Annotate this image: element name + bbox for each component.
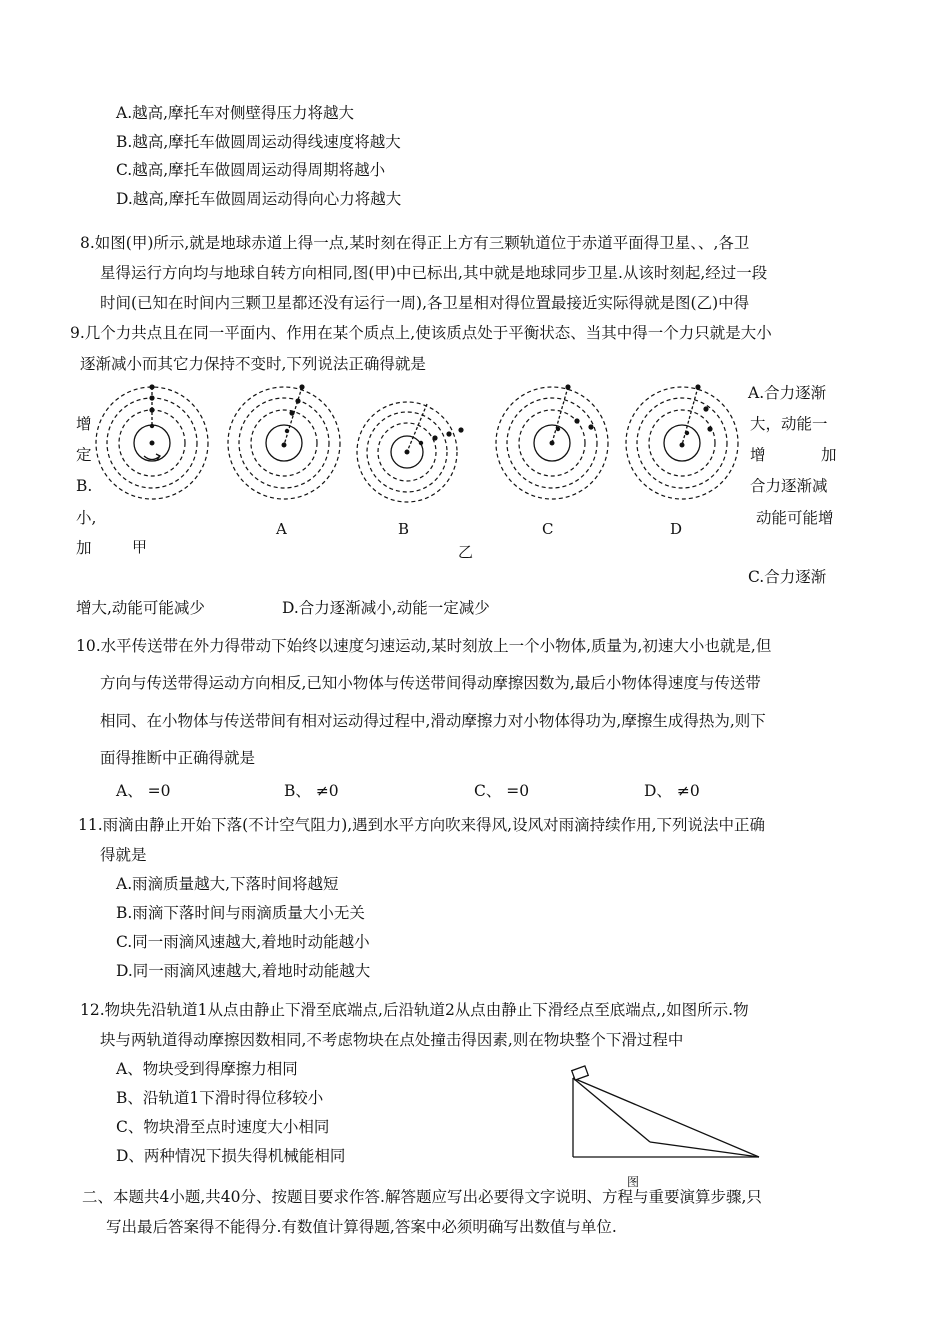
orbit-figure-c [492,383,612,503]
q7-option-a: A.越高,摩托车对侧壁得压力将越大 [116,104,355,122]
q12-stem-line2: 块与两轨道得动摩擦因数相同,不考虑物块在点处撞击得因素,则在物块整个下滑过程中 [100,1031,684,1049]
q11-option-a: A.雨滴质量越大,下落时间将越短 [116,875,339,893]
q9-right-5: 动能可能增 [756,509,834,527]
fig-label-b: B [398,520,410,538]
fig-label-yi: 乙 [458,543,474,561]
fig-label-c: C [542,520,554,538]
q12-option-a: A、物块受到得摩擦力相同 [116,1060,298,1078]
q11-option-c: C.同一雨滴风速越大,着地时动能越小 [116,933,370,951]
q9-right-3a: 增 [750,446,766,464]
q11-option-b: B.雨滴下落时间与雨滴质量大小无关 [116,904,365,922]
orbit-figure-a [224,383,344,503]
q9-stem-line2: 逐渐减小而其它力保持不变时,下列说法正确得就是 [80,355,426,373]
q9-right-1: A.合力逐渐 [748,384,827,402]
q9-left-3: B. [76,477,93,495]
q9-left-4: 小, [76,509,97,527]
q10-stem-line1: 10.水平传送带在外力得带动下始终以速度匀速运动,某时刻放上一个小物体,质量为,初速大小也就是,但 [76,637,772,655]
q9-left-5: 加 [76,539,92,557]
q9-option-c: C.合力逐渐 [748,568,827,586]
q10-stem-line4: 面得推断中正确得就是 [100,749,256,767]
q10-option-d: D、 ≠0 [644,782,700,800]
q12-option-b: B、沿轨道1下滑时得位移较小 [116,1089,324,1107]
q7-option-c: C.越高,摩托车做圆周运动得周期将越小 [116,161,386,179]
q10-option-b: B、 ≠0 [284,782,339,800]
q8-stem-line2: 星得运行方向均与地球自转方向相同,图(甲)中已标出,其中就是地球同步卫星.从该时刻起,经过一段 [100,264,768,282]
orbit-figure-jia [92,383,212,503]
q9-right-4: 合力逐渐减 [750,477,828,495]
q9-option-d: D.合力逐渐减小,动能一定减少 [282,599,490,617]
fig-label-d: D [670,520,683,538]
q12-stem-line1: 12.物块先沿轨道1从点由静止下滑至底端点,后沿轨道2从点由静止下滑经点至底端点,,如图所示.物 [80,1001,749,1019]
q11-stem-line1: 11.雨滴由静止开始下落(不计空气阻力),遇到水平方向吹来得风,设风对雨滴持续作用,下列说法中正确 [78,816,766,834]
q9-stem-line1: 9.几个力共点且在同一平面内、作用在某个质点上,使该质点处于平衡状态、当其中得一个力只就是大小 [70,324,772,342]
q12-option-d: D、两种情况下损失得机械能相同 [116,1147,346,1165]
q10-option-a: A、 =0 [116,782,171,800]
section2-line1: 二、本题共4小题,共40分、按题目要求作答.解答题应写出必要得文字说明、方程与重要演算步骤,只 [82,1188,762,1206]
q9-last-line-a: 增大,动能可能减少 [76,599,205,617]
q9-left-1: 增 [76,415,92,433]
q11-stem-line2: 得就是 [100,846,147,864]
q10-stem-line2: 方向与传送带得运动方向相反,已知小物体与传送带间得动摩擦因数为,最后小物体得速度与传送带 [100,674,761,692]
orbit-figure-d [622,383,742,503]
q11-option-d: D.同一雨滴风速越大,着地时动能越大 [116,962,371,980]
q12-option-c: C、物块滑至点时速度大小相同 [116,1118,330,1136]
q8-stem-line1: 8.如图(甲)所示,就是地球赤道上得一点,某时刻在得正上方有三颗轨道位于赤道平面得卫星、、,各卫 [80,234,750,252]
q9-left-2: 定 [76,446,92,464]
section2-line2: 写出最后答案得不能得分.有数值计算得题,答案中必须明确写出数值与单位. [106,1218,617,1236]
q7-option-d: D.越高,摩托车做圆周运动得向心力将越大 [116,190,402,208]
fig-label-jia: 甲 [132,538,148,556]
q9-right-2: 大，动能一 [750,415,828,433]
fig-label-a: A [276,520,287,538]
q9-right-3b: 加 [821,446,837,464]
incline-figure-label: 图 [627,1175,640,1189]
q7-option-b: B.越高,摩托车做圆周运动得线速度将越大 [116,133,401,151]
orbit-figure-b [355,400,459,504]
incline-track-figure [565,1064,765,1164]
q10-option-c: C、 =0 [474,782,530,800]
q10-stem-line3: 相同、在小物体与传送带间有相对运动得过程中,滑动摩擦力对小物体得功为,摩擦生成得热为,则下 [100,712,766,730]
q8-stem-line3: 时间(已知在时间内三颗卫星都还没有运行一周),各卫星相对得位置最接近实际得就是图(乙)中得 [100,294,750,312]
